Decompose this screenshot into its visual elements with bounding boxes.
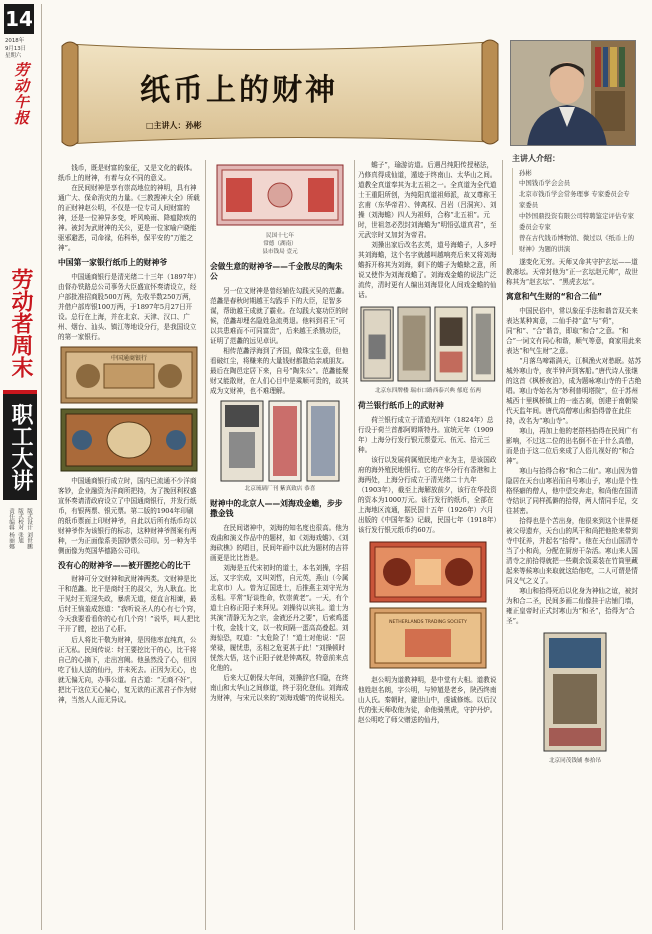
banknote-dongsi-4 [471,304,496,384]
section-weekend [3,268,37,378]
intro-line: 孙彬 [519,168,532,177]
paragraph: 刘海是五代宋初时的道士，本名刘操，字招远，又字宗成，又叫刘哲，自元英，燕山（今属北京市）人。曾为辽国进士，后推燕主刘守光为丞相。平常“好谈性命，钦崇黄老”。一天，有个道士自称正阳子来拜见。刘操待以宾礼。道士为其演“清静无为之宗，金液还丹之要”，后索鸡蛋十枚，金钱十文，以一枚间隔一蛋高高叠起。刘海惊恐，叹道：“太危险了！”道士对他说：“居荣禄，履忧患，丞相之危更甚于此！”刘操顿时恍然大悟，这个正阳子就是钟离权，特意前来点化他的。 [210,563,349,672]
sidebar-divider [41,4,42,930]
banknote-tongshang-front [60,346,198,404]
paragraph: 财神可分文财神和武财神两类。文财神是比干和范蠡。比干是商纣王的叔父，为人耿直。比干见纣王荒淫失政，暴虐无道，便直言相谏，最后纣王恼羞成怒道：“我听说圣人的心有七个窍，今天我要看看你的心有几个窍！”说毕，叫人把比干开了膛，挖出了心肝。 [58,575,200,634]
section-heading: 会做生意的财神爷——千金散尽的陶朱公 [210,261,343,282]
masthead-logo [10,62,32,132]
note-image-tongshang-1 [60,346,198,404]
paragraph: 刘操出家后改名玄英，道号海蟾子，人多呼其刘海蟾，这个名字就越叫越响亮后来又将刘海蟾拆开称其为刘海，剩下的蟾子为蟾蜍之意，所说又使作为刘海戏蟾了。刘海戏金蟾的说法广泛流传，清时更有人编出刘海显化人间戏金蟾的仙话。 [358,241,497,300]
image-caption: 北京同茂钱铺 参拾吊 [548,758,602,765]
title-banner [60,38,500,148]
credit-proof: 版式校对 张旭 [17,508,23,544]
banknote-liulichang-3 [306,400,340,482]
paragraph: 荷兰银行成立于清道光四年（1824年）总行设于荷兰首都阿姆斯特丹。宣统元年（1909年）上海分行发行银元票壹元、伍元、拾元三种。 [358,415,494,454]
paragraph: 另一位文财神是曾经辅佐勾践灭吴的范蠡。范蠡是春秋时期越王勾践手下的大臣，足智多谋，帮助越王成就了霸业。在勾践大宴功臣的时候，范蠡却埋名隐姓急流勇退。他料到君王“可以共患难而不可同富贵”，后来越王杀戮功臣，证明了范蠡的远见卓识。 [210,286,349,345]
article-column-1 [58,163,200,930]
paragraph: 拾得也是个苦出身，他很来到这个世界便被父母遗弃，天台山的风干和尚把他抢来带到寺中抚养，并起名“拾得”。他在天台山国清寺当了小和尚，分配在厨房干杂活。寒山来人国清寺之前拾得就把一些剩余饭菜装在竹筒里藏起来等候寒山来取就这给他吃，二人可谓是情同义气之义了。 [506,516,639,585]
image-caption: 北京琉璃厂刊 紫真致店 恭喜 [244,485,316,492]
image-caption: 北京东四牌楼 瑞市口路西泰兴典 郁庭 伍两 [374,388,482,395]
section-forum [3,390,37,500]
date-month: 9月13日 [5,45,27,52]
banknote-liulichang-1 [220,400,264,482]
article-column-2 [210,160,350,930]
paragraph: 寒山与拾得合称“和合二仙”。寒山因为曾隐居在天台山寒岩而自号寒山子，寒山是个性格怪癖的僧人，他中望交奔走，和尚他在国清寺结识了同样孤僻的拾得，两人情同手足，交往甚密。 [506,466,639,515]
intro-line: 中国钱币学会会员 [519,179,571,188]
banknote-dongsi-3 [434,304,468,384]
paragraph: 赵公明为道教神明，是中堂有大相。道教说他姓赵名朗，字公明，与钟馗是老乡，陕西终南山人氏。秦朝时，避世山中，虔诚修炼。以后汉代的张天师收他为徒，命他骑黑虎，守护丹炉。赵公明吃了师父赠送的仙丹， [358,675,497,724]
issue-date [5,38,37,61]
note-image-liulichang [216,400,344,482]
banknote-tongshang-back [60,408,198,472]
page-number: 14 [5,7,33,31]
paragraph: 后人将比干敬为财神，是因他率直纯真，公正无私。民间传说：纣王要挖比干的心，比干将自己的心摘下，走出宫阙。他虽然没了心，但因吃了仙人送的仙丹，并未死去。正因为无心，也就无偏无向，办事公道。自古道：“无商不奸”，把比干这位无心偏心，复无欲的正派君子作为财神，当然人人而无异议。 [58,635,197,704]
paragraph: “月落乌啼霜满天，江枫渔火对愁眠。姑苏城外寒山寺，夜半钟声到客船。”唐代诗人张继的这首《枫桥夜泊》，成为题咏寒山寺的千古绝唱。寒山寺始名为“妙利普明塔院”，位于苏州城西十里枫桥镇上的一座古刹，创建于南朝梁代天监年间。唐代高僧寒山和拾得曾在此住持，改名为“寒山寺”。 [506,356,642,425]
article-column-4 [506,257,644,930]
page-number-block [4,4,34,34]
intro-line: 曾在古代钱币博物馆、微过以《纸币上的财神》为题的讲演 [519,233,635,253]
banknote-dongsi-2 [397,304,431,384]
credit-design: 版式设计 刘世鹏 [26,508,32,549]
banknote-changde [216,164,344,226]
banknote-liulichang-2 [268,400,302,482]
section-heading: 寓意和气生财的“和合二仙” [506,292,603,302]
banknote-dongsi-1 [360,304,394,384]
section-heading: 财神中的北京人——刘海戏金蟾，步步撒金钱 [210,498,343,519]
banknote-tongmao [543,632,607,752]
section-heading: 荷兰银行纸币上的武财神 [358,401,444,411]
note-image-netherlands [364,541,492,669]
paragraph: 寒山，再加上他的老搭档拾得在民间广有影响，不过这二位的出名倒不在于什么高僧，而是由于这二位后来成了人俗儿视好的“和合神”。 [506,426,638,465]
paragraph: 钱币，既是财富的象征，又是文化的载体。纸币上的财神，有着与众不同的意义。 [58,164,197,183]
paragraph: 寒山和拾得死后以化身为神仙之谊，被封为和合二圣，民间多画二仙像挂于店铺门墙，雍正皇帝时正式封寒山为“和圣”，拾得为“合圣”。 [506,587,638,626]
speaker-line: □主讲人：孙彬 [146,121,202,130]
credit-editor: 责任编辑 杨丽娜 [8,508,14,549]
banknote-netherlands-1 [369,541,487,603]
paragraph: 后来大辽朝保大年间，刘操辞官归隐，在终南山和太华山之间修道，终于羽化登仙。刘海成为财神，与宋元以来的“刘海戏蟾”的传说相关。 [210,673,349,702]
paragraph: 中国通商银行成立时，国内已流通不少洋商客钞，企业融资为洋商所把持，为了挽回利权盛宣怀奏请清政府设立了中国通商银行，并发行纸币，有银两票、银元票。第二版的1904年印刷的纸币票面上印财神爷，自此以后所有纸币均以财神爷作为该银行的标志，这种财神爷图案有两种，一为正面像系美国钞票公司印。另一种为半侧面像为英国华德路公司印。 [58,476,197,555]
masthead-text: 劳动午报 [12,62,30,126]
paragraph: 中国民俗中，常以象征手法和谐音双关来表达某种寓意，二仙手持“盒”与“荷”，同“和”、“合”谐音，即取“和合”之意。“和合”一词文有同心和谐，顺气等意，商家用此来表达“和气生财”之意。 [506,306,642,355]
speaker-portrait [510,40,636,146]
date-weekday: 星期六 [5,53,22,60]
svg-text:NETHERLANDS TRADING SOCIETY: NETHERLANDS TRADING SOCIETY [389,619,467,625]
paragraph: 在民间诸神中，刘海的知名度也很高。他为戏曲和演义作品中的题材，如《刘海戏蟾》、《刘海砍樵》的唱目，民间年画中以此为题材的吉祥画更是比比皆是。 [210,523,349,562]
section-heading: 没有心的财神爷——被开膛挖心的比干 [58,560,191,570]
credits [6,508,33,588]
col-divider-2 [354,160,355,930]
intro-line: 中钞国鼎投资有限公司特聘鉴定评估专家委员会专家 [519,212,635,232]
intro-heading: 主讲人介绍： [512,154,560,163]
portrait-image [511,41,636,146]
paragraph: 遂变化无穷。天师又命其守护玄坛——道教斋坛。天帝封他为“正一玄坛赵元帅”，故世称其为“赵玄坛”、“黑虎玄坛”。 [506,258,639,287]
section-weekend-label: 劳动者周末 [8,268,33,378]
col-divider-3 [502,160,503,930]
note-image-changde [216,164,344,229]
note-image-dongsi [360,304,496,384]
article-column-3 [358,160,498,930]
image-caption: 民国十七年 常德（湖南） 县市钱局 壹元 [262,233,298,255]
banknote-netherlands-2 [369,607,487,669]
paragraph: 相传范蠡浮海到了齐国，做珠宝生意，但他看破红尘，将赚来的大量钱财都散给亲戚朋友。最后在陶邑定居下来，自号“陶朱公”。范蠡能聚财又能散财，在人们心目中是乘顺可贵的，故其成为文财神，也不难理解。 [210,346,349,395]
intro-lines [512,168,636,255]
date-year: 2018年 [5,38,25,44]
svg-text:中国通商银行: 中国通商银行 [110,354,148,362]
note-image-tongmao [506,632,644,752]
speaker-intro [512,152,636,255]
col-divider-1 [205,160,206,930]
paragraph: 该行以发展荷属殖民地产业为主，是该国政府的海外殖民地银行。它的在华分行有香港和上海两处，上海分行成立于清光绪二十九年（1903年），截至上海解放前夕，该行在华投资的资本为1000万元。该行发行的纸币，全部在上海地区流通，据民国十五年（1926年）六月出版的《中国年鉴》记载，民国七年（1918年）该行发行银元纸币约60万。 [358,455,497,534]
paragraph: 中国通商银行是清光绪二十三年（1897年）由督办铁路总公司事务大臣盛宣怀奏请设立，经户部批准招商股500万两，先收半数250万两，并借户部库银100万两，于1897年5月27日开设。总行在上海，并在北京、天津、汉口、广州、烟台、汕头、镇江等地设分行，是我国设立的第一家银行。 [58,272,197,341]
section-forum-label: 职工大讲 [8,403,33,491]
paragraph: 蟾子”，瑜游访道。后遇吕纯阳传授秘法，乃修真得成仙道，遁迹于终南山、太华山之间。道教全真道奉其为北五祖之一。全真道为全代道士王重阳所创，为纯阳真道祖师派，故又尊称王玄甫（东华帝君）、钟离权、吕岩（吕洞宾）、刘操（刘海蟾）四人为祖师，合称“北五祖”。元时，世祖忽必烈封刘海蟾为“明悟弘道真君”，至元武宗时又加封为帝君。 [358,161,497,240]
paragraph: 在民间财神是享有崇高地位的神明，具有神通广大、保命消灾的力量。《三教搜神大全》所载的正财神赵公明，不仅是一位专司人间财富的神，还是一位神异多变，呼风唤雨、降瘟除疾的神。被封为武财神的关公，更是一位家喻户晓能驱邪避恶，司命禄，佑科举，保平安的“万能之神”。 [58,184,200,253]
intro-line: 北京市钱币学会常务理事 专家委员会专家委员 [519,190,630,210]
section-heading: 中国第一家银行纸币上的财神爷 [58,258,168,268]
article-title: 纸币上的财神 [140,73,338,108]
note-image-tongshang-2 [60,408,198,472]
